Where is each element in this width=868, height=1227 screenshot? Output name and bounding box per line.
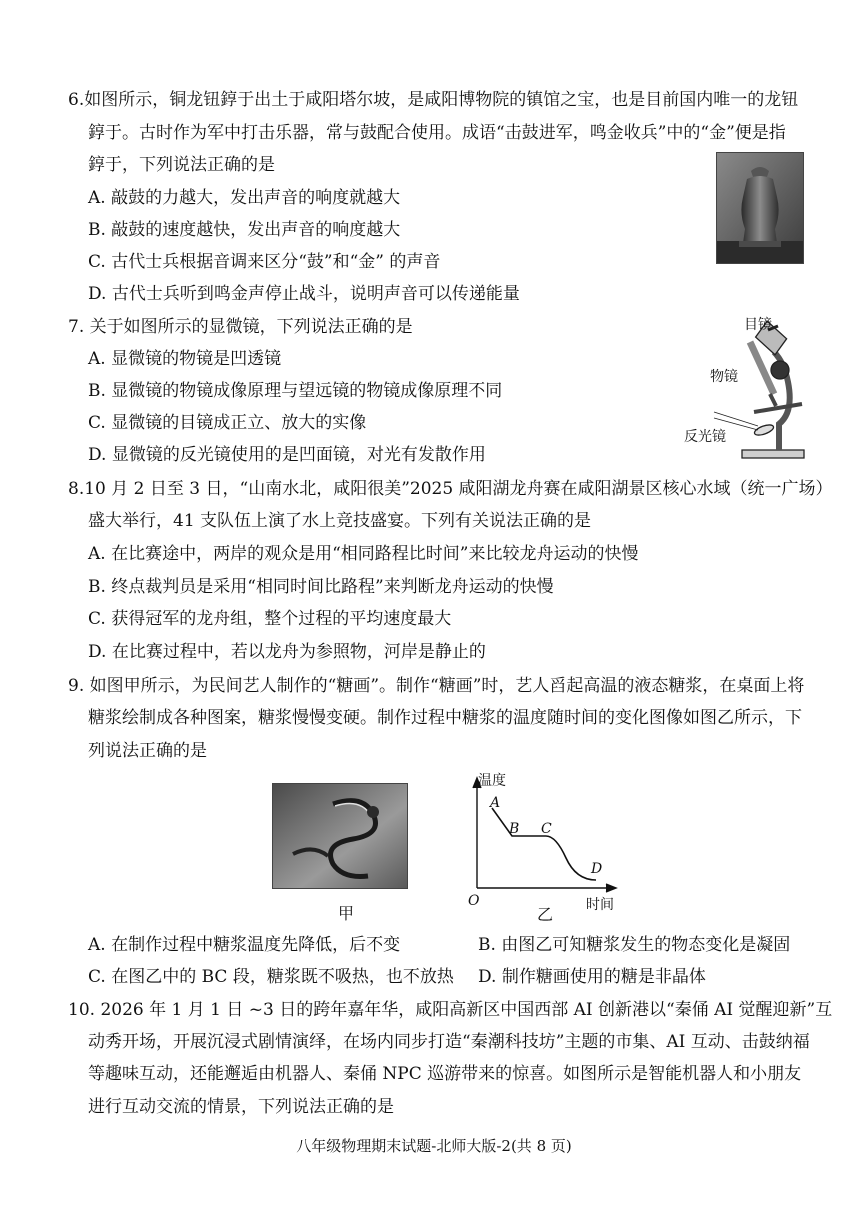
q7-option-d: D. 显微镜的反光镜使用的是凹面镜，对光有发散作用 <box>88 445 486 465</box>
q10-stem-line-4: 进行互动交流的情景，下列说法正确的是 <box>88 1097 394 1117</box>
graph-ylabel: 温度 <box>478 773 506 789</box>
graph-point-a: A <box>490 795 501 811</box>
q6-stem-line-2: 錞于。古时作为军中打击乐器，常与鼓配合使用。成语“击鼓进军，鸣金收兵”中的“金”便是指 <box>88 123 786 143</box>
q9-option-a: A. 在制作过程中糖浆温度先降低，后不变 <box>88 935 401 955</box>
q6-option-b: B. 敲鼓的速度越快，发出声音的响度越大 <box>88 220 401 240</box>
q8-option-c: C. 获得冠军的龙舟组，整个过程的平均速度最大 <box>88 609 452 629</box>
q6-option-d: D. 古代士兵听到鸣金声停止战斗，说明声音可以传递能量 <box>88 284 520 304</box>
microscope-figure <box>684 312 814 464</box>
eyepiece-label: 目镜 <box>744 317 772 333</box>
q9-option-b: B. 由图乙可知糖浆发生的物态变化是凝固 <box>478 935 791 955</box>
sugar-painting-photo <box>272 783 408 889</box>
q8-option-b: B. 终点裁判员是采用“相同时间比路程”来判断龙舟运动的快慢 <box>88 577 554 597</box>
graph-point-c: C <box>541 821 552 837</box>
graph-point-d: D <box>591 861 603 877</box>
fig-yi-caption: 乙 <box>537 905 554 924</box>
q7-stem: 7. 关于如图所示的显微镜，下列说法正确的是 <box>68 317 413 337</box>
q9-stem-line-3: 列说法正确的是 <box>88 741 207 761</box>
q6-stem-line-3: 錞于，下列说法正确的是 <box>88 155 275 175</box>
q6-option-a: A. 敲鼓的力越大，发出声音的响度就越大 <box>88 188 401 208</box>
q7-option-a: A. 显微镜的物镜是凹透镜 <box>88 349 282 369</box>
q9-stem-line-1: 9. 如图甲所示，为民间艺人制作的“糖画”。制作“糖画”时，艺人舀起高温的液态糖浆，在桌面上将 <box>68 676 805 696</box>
q6-stem-line-1: 6.如图所示，铜龙钮錞于出土于咸阳塔尔坡，是咸阳博物院的镇馆之宝，也是目前国内唯一的龙钮 <box>68 90 799 110</box>
q8-stem-line-2: 盛大举行，41 支队伍上演了水上竞技盛宴。下列有关说法正确的是 <box>88 511 592 531</box>
q9-stem-line-2: 糖浆绘制成各种图案，糖浆慢慢变硬。制作过程中糖浆的温度随时间的变化图像如图乙所示，下 <box>88 708 802 728</box>
q8-option-d: D. 在比赛过程中，若以龙舟为参照物，河岸是静止的 <box>88 642 486 662</box>
objective-label: 物镜 <box>710 369 738 385</box>
q7-option-b: B. 显微镜的物镜成像原理与望远镜的物镜成像原理不同 <box>88 381 503 401</box>
graph-origin: O <box>468 893 480 909</box>
q10-stem-line-2: 动秀开场，开展沉浸式剧情演绎，在场内同步打造“秦潮科技坊”主题的市集、AI 互动、击鼓纳福 <box>88 1032 810 1052</box>
q6-option-c: C. 古代士兵根据音调来区分“鼓”和“金” 的声音 <box>88 252 441 272</box>
q9-option-d: D. 制作糖画使用的糖是非晶体 <box>478 967 706 987</box>
q10-stem-line-1: 10. 2026 年 1 月 1 日 ~3 日的跨年嘉年华，咸阳高新区中国西部 AI 创新港以“秦俑 AI 觉醒迎新”互 <box>68 1000 833 1020</box>
fig-jia-caption: 甲 <box>338 904 355 923</box>
temperature-time-graph <box>462 770 632 924</box>
q9-option-c: C. 在图乙中的 BC 段，糖浆既不吸热，也不放热 <box>88 967 454 987</box>
q8-stem-line-1: 8.10 月 2 日至 3 日，“山南水北，咸阳很美”2025 咸阳湖龙舟赛在咸阳湖景区核心水域（统一广场） <box>68 479 833 499</box>
graph-point-b: B <box>509 821 520 837</box>
bronze-chunyu-photo <box>716 152 804 264</box>
mirror-label: 反光镜 <box>684 429 726 445</box>
graph-xlabel: 时间 <box>586 897 614 913</box>
q10-stem-line-3: 等趣味互动，还能邂逅由机器人、秦俑 NPC 巡游带来的惊喜。如图所示是智能机器人和小朋友 <box>88 1064 802 1084</box>
q8-option-a: A. 在比赛途中，两岸的观众是用“相同路程比时间”来比较龙舟运动的快慢 <box>88 544 639 564</box>
q7-option-c: C. 显微镜的目镜成正立、放大的实像 <box>88 413 367 433</box>
page-footer: 八年级物理期末试题-北师大版-2(共 8 页) <box>296 1137 572 1155</box>
